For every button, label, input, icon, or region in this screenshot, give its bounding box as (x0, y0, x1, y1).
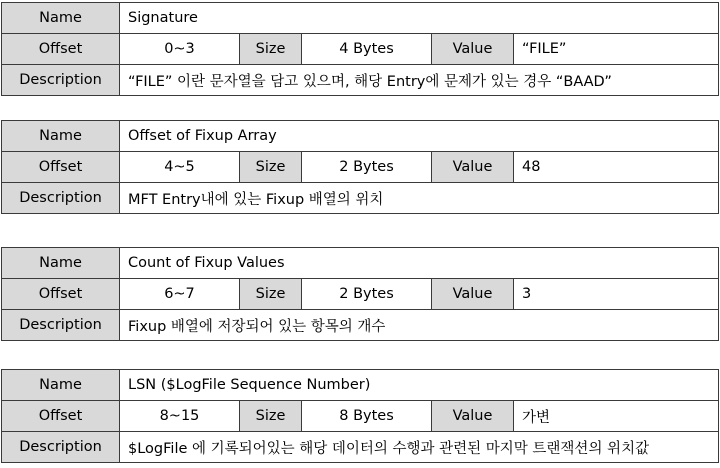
description-value: MFT Entry내에 있는 Fixup 배열의 위치 (120, 183, 719, 214)
name-row (2, 3, 719, 34)
offset-value: 0~3 (120, 34, 240, 65)
value-label: Value (432, 401, 514, 432)
description-label: Description (2, 310, 120, 341)
description-value: “FILE” 이란 문자열을 담고 있으며, 해당 Entry에 문제가 있는 경우 “BAAD” (120, 65, 719, 96)
value-value: 3 (514, 279, 719, 310)
description-label: Description (2, 183, 120, 214)
description-row (2, 432, 719, 463)
size-value: 4 Bytes (302, 34, 432, 65)
field-table-lsn (1, 369, 719, 463)
offset-value: 6~7 (120, 279, 240, 310)
offset-row (2, 152, 719, 183)
offset-row (2, 34, 719, 65)
value-label: Value (432, 34, 514, 65)
description-row (2, 65, 719, 96)
name-row (2, 121, 719, 152)
field-name: Signature (120, 3, 719, 34)
field-name: Count of Fixup Values (120, 248, 719, 279)
value-value: 48 (514, 152, 719, 183)
name-label: Name (2, 121, 120, 152)
field-table-signature (1, 2, 719, 96)
description-label: Description (2, 65, 120, 96)
description-label: Description (2, 432, 120, 463)
name-label: Name (2, 3, 120, 34)
description-value: $LogFile 에 기록되어있는 해당 데이터의 수행과 관련된 마지막 트랜잭션의 위치값 (120, 432, 719, 463)
name-label: Name (2, 248, 120, 279)
offset-label: Offset (2, 34, 120, 65)
size-label: Size (240, 401, 302, 432)
field-table-fixup-count (1, 247, 719, 341)
field-name: LSN ($LogFile Sequence Number) (120, 370, 719, 401)
size-value: 8 Bytes (302, 401, 432, 432)
description-value: Fixup 배열에 저장되어 있는 항목의 개수 (120, 310, 719, 341)
offset-label: Offset (2, 401, 120, 432)
offset-value: 8~15 (120, 401, 240, 432)
field-table-fixup-offset (1, 120, 719, 214)
value-label: Value (432, 279, 514, 310)
description-row (2, 183, 719, 214)
offset-row (2, 279, 719, 310)
size-value: 2 Bytes (302, 279, 432, 310)
value-value: 가변 (514, 401, 719, 432)
size-label: Size (240, 34, 302, 65)
value-label: Value (432, 152, 514, 183)
name-row (2, 370, 719, 401)
offset-label: Offset (2, 152, 120, 183)
description-row (2, 310, 719, 341)
offset-row (2, 401, 719, 432)
value-value: “FILE” (514, 34, 719, 65)
field-name: Offset of Fixup Array (120, 121, 719, 152)
offset-value: 4~5 (120, 152, 240, 183)
size-label: Size (240, 152, 302, 183)
offset-label: Offset (2, 279, 120, 310)
name-row (2, 248, 719, 279)
size-label: Size (240, 279, 302, 310)
name-label: Name (2, 370, 120, 401)
size-value: 2 Bytes (302, 152, 432, 183)
